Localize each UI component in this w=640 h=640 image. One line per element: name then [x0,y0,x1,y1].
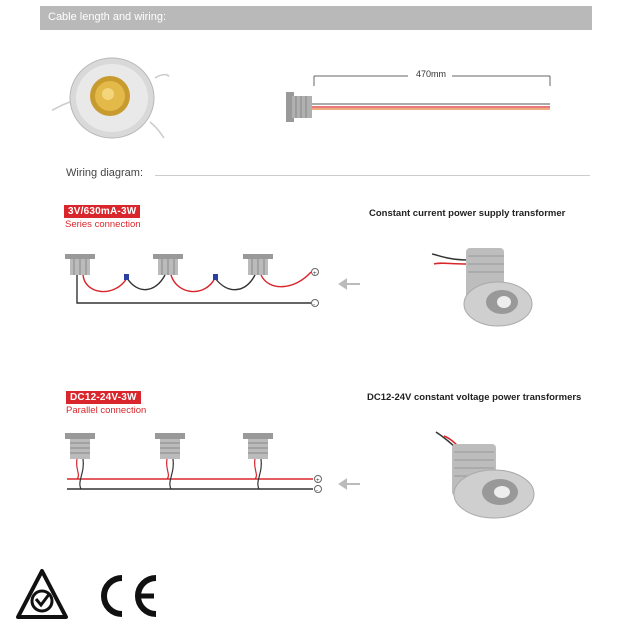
series-product-photo [428,240,543,335]
cable-length-label: 470mm [416,69,447,79]
downlight-front-view [50,50,180,150]
series-subtitle: Series connection [65,219,141,230]
parallel-product-photo [428,428,548,523]
series-minus-label: - [313,302,315,308]
divider [155,175,590,176]
series-arrow-icon [338,278,362,290]
series-plus-label: + [313,271,317,277]
parallel-fixture-2 [155,433,185,459]
parallel-plus-label: + [316,478,320,484]
series-caption: Constant current power supply transformer [369,208,566,219]
parallel-fixture-1 [65,433,95,459]
parallel-subtitle: Parallel connection [66,405,147,416]
series-connection-diagram [55,240,335,315]
series-fixture-1 [65,254,95,275]
header-bar [40,6,592,30]
ce-mark-icon [92,572,162,620]
parallel-caption: DC12-24V constant voltage power transformers [367,392,582,403]
series-badge: 3V/630mA-3W [64,205,140,218]
parallel-minus-label: - [316,488,318,494]
series-fixture-3 [243,254,273,275]
series-fixture-2 [153,254,183,275]
rcm-mark-icon [14,567,70,623]
parallel-connection-diagram [55,425,335,500]
parallel-fixture-3 [243,433,273,459]
wiring-diagram-title: Wiring diagram: [66,167,144,179]
parallel-arrow-icon [338,478,362,490]
header-title: Cable length and wiring: [48,11,167,23]
parallel-badge: DC12-24V-3W [66,391,141,404]
